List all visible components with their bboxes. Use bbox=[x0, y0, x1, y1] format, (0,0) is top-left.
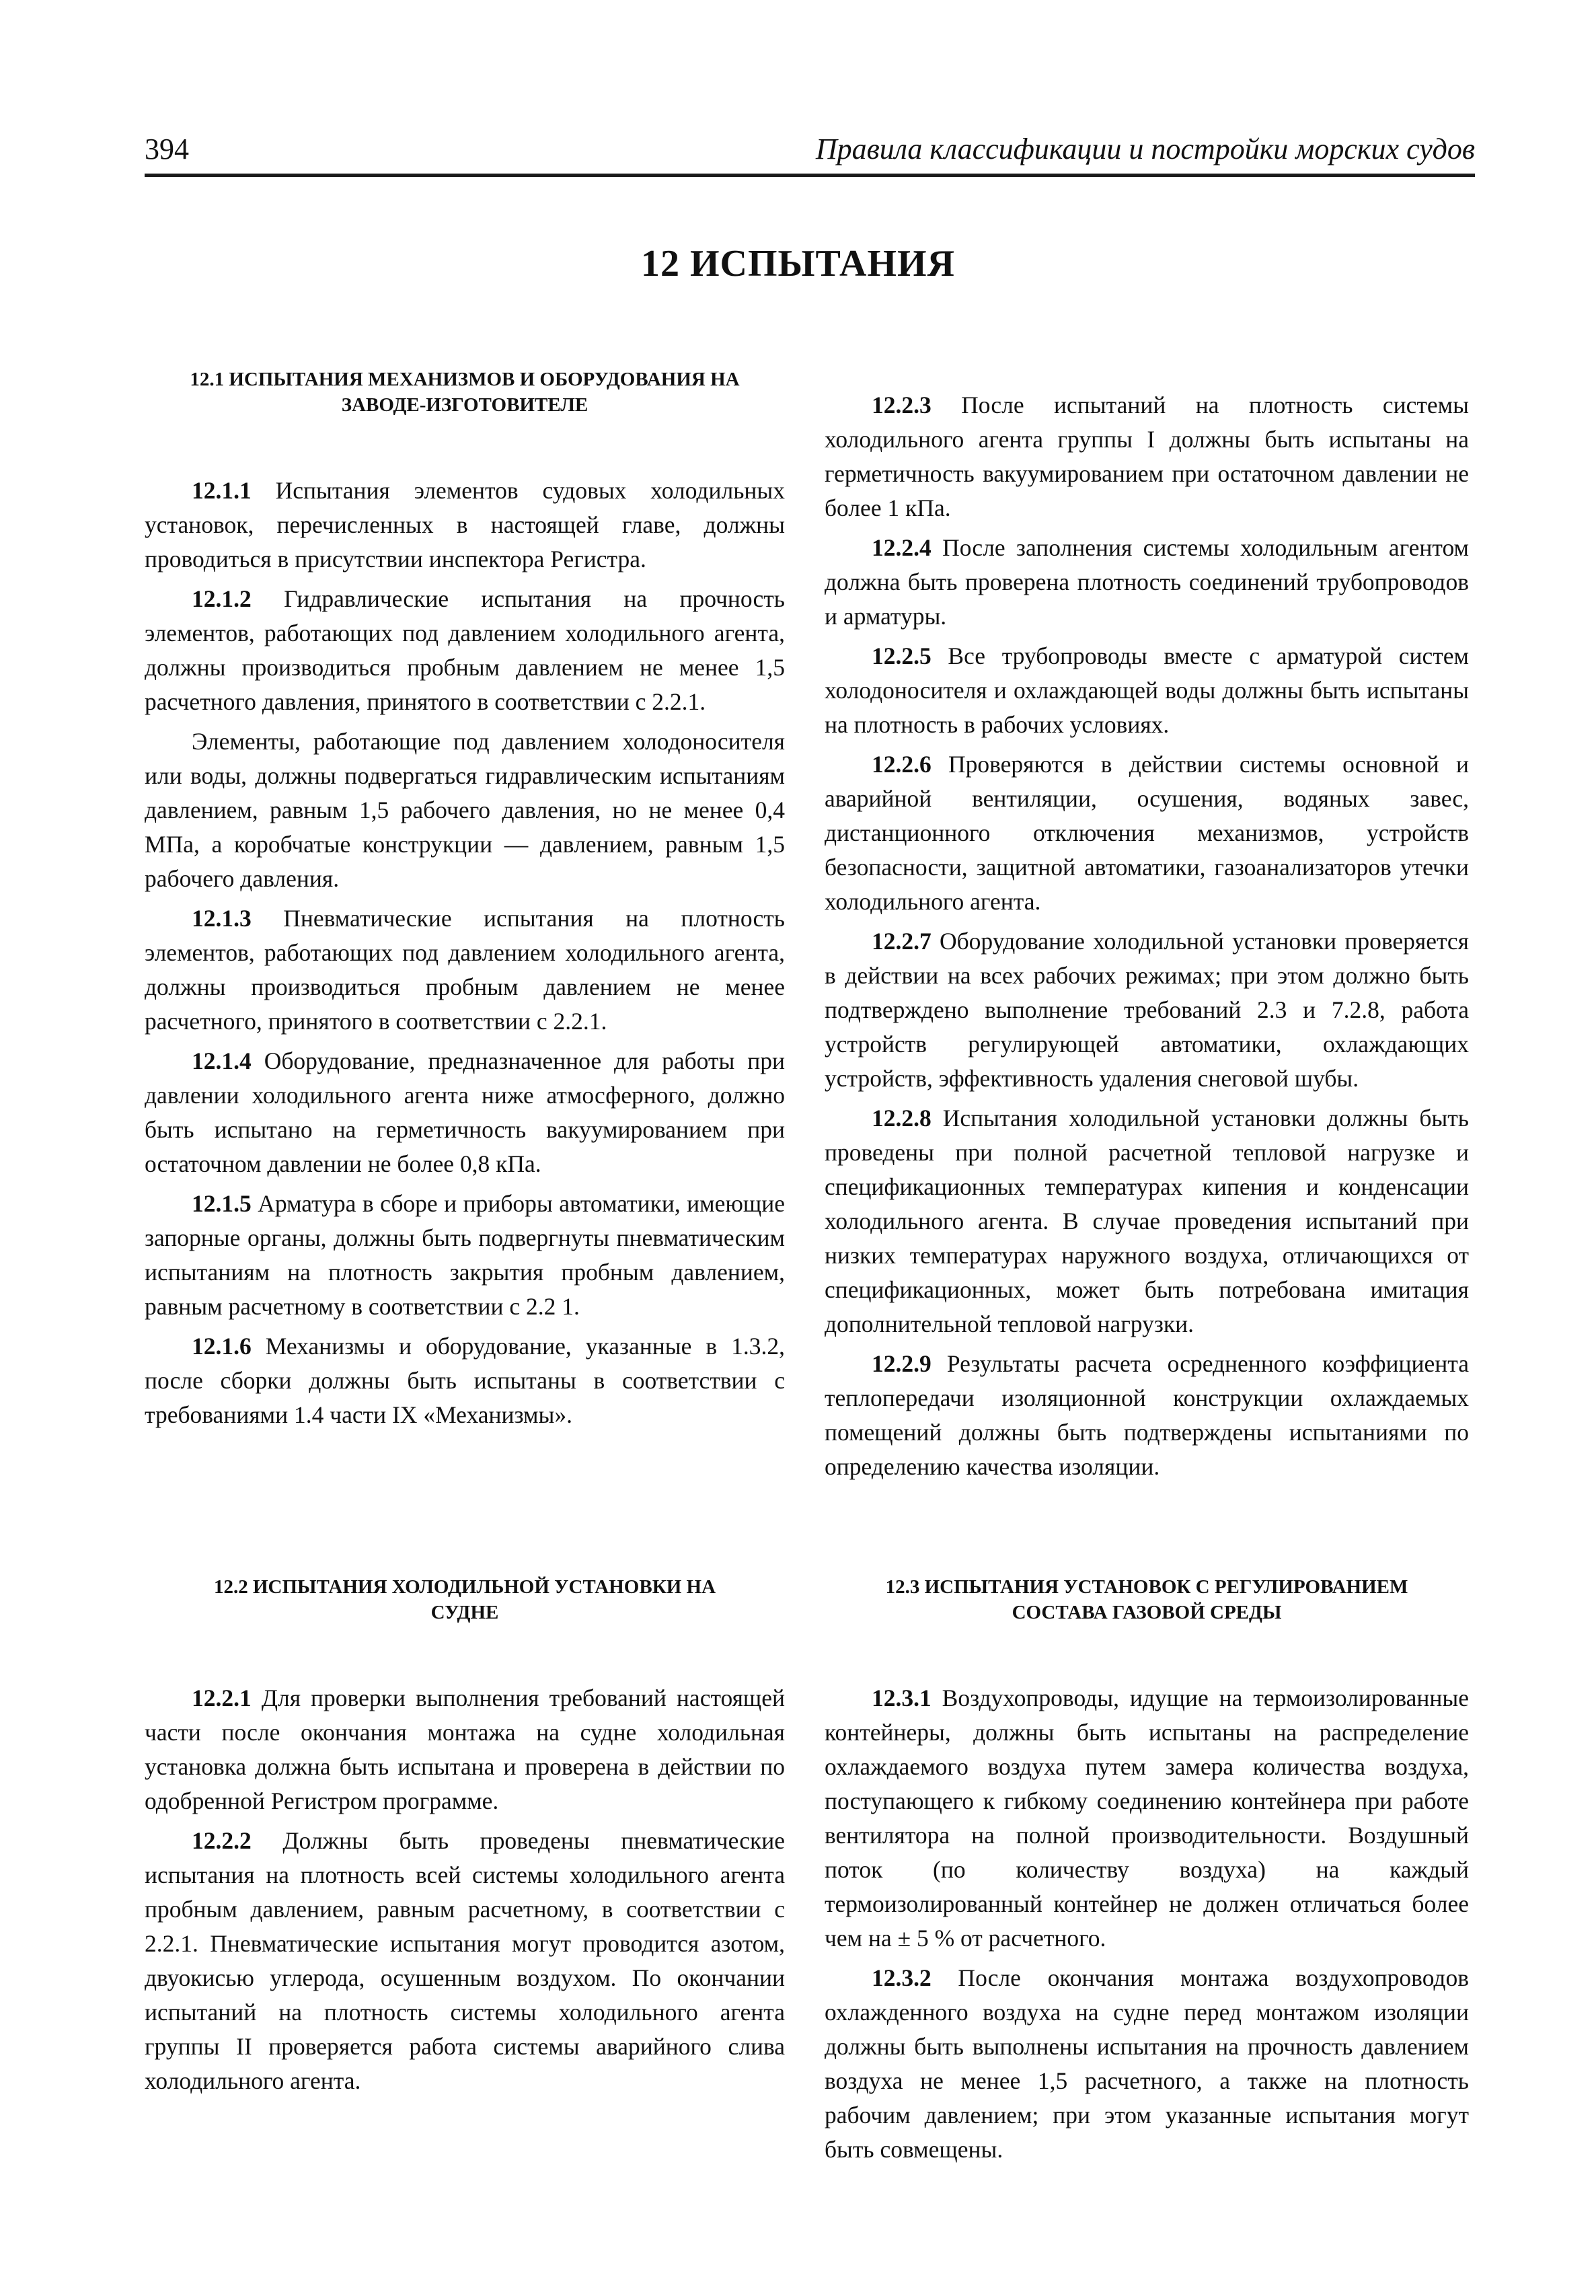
paragraph: 12.2.1 Для проверки выполнения требований настоящей части после окончания монтажа на судне холодильная установка должна быть испытана и проверена в действии по одобренной Регистром программе. bbox=[145, 1684, 785, 1814]
section-12-2 bbox=[145, 1574, 785, 2104]
paragraph: 12.3.2 После окончания монтажа воздухопроводов охлажденного воздуха на судне перед монтажом изоляции должны быть выполнены испытания на прочность давлением воздуха не менее 1,5 расчетного, а также на плотность рабочим давлением; при этом указанные испытания могут быть совмещены. bbox=[825, 1964, 1469, 2163]
running-title: Правила классификации и постройки морских судов bbox=[815, 133, 1475, 165]
paragraph: 12.2.5 Все трубопроводы вместе с арматурой систем холодоносителя и охлаждающей воды должны быть испытаны на плотность в рабочих условиях. bbox=[825, 642, 1469, 738]
paragraph: 12.2.9 Результаты расчета осредненного коэффициента теплопередачи изоляционной конструкции охлаждаемых помещений должны быть подтверждены испытаниями по определению качества изоляции. bbox=[825, 1350, 1469, 1480]
paragraph: 12.2.4 После заполнения системы холодильным агентом должна быть проверена плотность соединений трубопроводов и арматуры. bbox=[825, 534, 1469, 630]
chapter-title: 12 ИСПЫТАНИЯ bbox=[640, 243, 956, 285]
section-heading: 12.2 ИСПЫТАНИЯ ХОЛОДИЛЬНОЙ УСТАНОВКИ НА СУДНЕ bbox=[213, 1576, 716, 1624]
paragraph: 12.2.6 Проверяются в действии системы основной и аварийной вентиляции, осушения, водяных завес, дистанционного отключения механизмов, устройств безопасности, защитной автоматики, газоанализаторов утечки холодильного агента. bbox=[825, 751, 1469, 915]
paragraph: 12.1.1 Испытания элементов судовых холодильных установок, перечисленных в настоящей главе, должны проводиться в присутствии инспектора Регистра. bbox=[145, 476, 785, 572]
paragraph: 12.1.2 Гидравлические испытания на прочность элементов, работающих под давлением холодильного агента, должны производиться пробным давлением не менее 1,5 расчетного давления, принятого в соответствии с 2.2.1. bbox=[145, 585, 785, 715]
paragraph: 12.2.3 После испытаний на плотность системы холодильного агента группы I должны быть испытаны на герметичность вакуумированием при остаточном давлении не более 1 кПа. bbox=[825, 392, 1469, 521]
paragraph: 12.1.3 Пневматические испытания на плотность элементов, работающих под давлением холодильного агента, должны производиться пробным давлением не менее расчетного, принятого в соответствии с 2.2.1. bbox=[145, 904, 785, 1035]
page-number: 394 bbox=[145, 133, 189, 165]
paragraph: 12.2.7 Оборудование холодильной установки проверяется в действии на всех рабочих режимах; при этом должно быть подтверждено выполнение требований 2.3 и 7.2.8, работа устройств регулирующей автоматики, охлаждающих устройств, эффективность удаления снеговой шубы. bbox=[825, 928, 1469, 1092]
paragraph: 12.1.5 Арматура в сборе и приборы автоматики, имеющие запорные органы, должны быть подвергнуты пневматическим испытаниям на плотность закрытия пробным давлением, равным расчетному в соответствии с 2.2 1. bbox=[145, 1189, 785, 1320]
section-heading: 12.1 ИСПЫТАНИЯ МЕХАНИЗМОВ И ОБОРУДОВАНИЯ НА ЗАВОДЕ-ИЗГОТОВИТЕЛЕ bbox=[190, 369, 740, 416]
section-12-3 bbox=[825, 1574, 1469, 2172]
section-heading: 12.3 ИСПЫТАНИЯ УСТАНОВОК С РЕГУЛИРОВАНИЕМ СОСТАВА ГАЗОВОЙ СРЕДЫ bbox=[885, 1576, 1408, 1624]
paragraph: 12.2.8 Испытания холодильной установки должны быть проведены при полной расчетной тепловой нагрузке и спецификационных температурах кипения и конденсации холодильного агента. В случае проведения испытаний при низких температурах наружного воздуха, отличающихся от спецификационных, может быть потребована имитация дополнительной тепловой нагрузки. bbox=[825, 1105, 1469, 1337]
paragraph: 12.2.2 Должны быть проведены пневматические испытания на плотность всей системы холодильного агента пробным давлением, равным расчетному, в соответствии с 2.2.1. Пневматические испытания могут проводится азотом, двуокисью углерода, осушенным воздухом. По окончании испытаний на плотность системы холодильного агента группы II проверяется работа системы аварийного слива холодильного агента. bbox=[145, 1826, 785, 2094]
paragraph: Элементы, работающие под давлением холодоносителя или воды, должны подвергаться гидравлическим испытаниям давлением, равным 1,5 рабочего давления, но не менее 0,4 МПа, а коробчатые конструкции — давлением, равным 1,5 рабочего давления. bbox=[145, 727, 785, 892]
section-12-1 bbox=[145, 367, 785, 1438]
section-12-2-continued bbox=[825, 388, 1469, 1489]
paragraph: 12.1.6 Механизмы и оборудование, указанные в 1.3.2, после сборки должны быть испытаны в соответствии с требованиями 1.4 части IX «Механизмы». bbox=[145, 1332, 785, 1428]
page-header bbox=[145, 129, 1475, 177]
paragraph: 12.3.1 Воздухопроводы, идущие на термоизолированные контейнеры, должны быть испытаны на распределение охлаждаемого воздуха путем замера количества воздуха, поступающего к гибкому соединению контейнера при работе вентилятора на полной производительности. Воздушный поток (по количеству воздуха) на каждый термоизолированный контейнер не должен отличаться более чем на ± 5 % от расчетного. bbox=[825, 1684, 1469, 1952]
paragraph: 12.1.4 Оборудование, предназначенное для работы при давлении холодильного агента ниже атмосферного, должно быть испытано на герметичность вакуумированием при остаточном давлении не более 0,8 кПа. bbox=[145, 1047, 785, 1177]
